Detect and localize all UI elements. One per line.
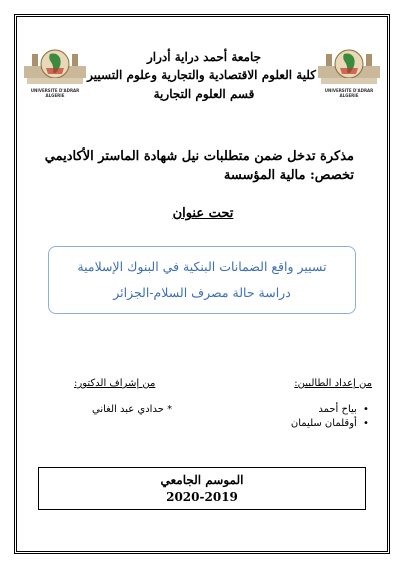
academic-year-box (38, 467, 366, 510)
university-logo-right (318, 44, 380, 100)
bullet-icon: • (363, 404, 369, 415)
department-name: قسم العلوم التجارية (153, 87, 255, 101)
thesis-title-box (48, 246, 356, 314)
students-label-text: من إعداد الطالبين: (294, 378, 372, 389)
logo-caption-right: UNIVERSITE D'ADRAR ALGERIE (324, 88, 374, 98)
academic-year-label: الموسم الجامعي (160, 473, 244, 487)
academic-year-value: 2020-2019 (166, 490, 238, 504)
student-item (318, 404, 372, 415)
bullet-icon: • (363, 418, 369, 429)
supervisor-name: حدادي عبد الغاني (92, 404, 164, 415)
thesis-title: تسيير واقع الضمانات البنكية في البنوك الإسلامية (77, 259, 327, 274)
under-title-heading (0, 206, 406, 221)
under-title-text: تحت عنوان (172, 206, 234, 221)
faculty-name: كلية العلوم الاقتصادية والتجارية وعلوم التسيير (87, 68, 316, 82)
supervisor-marker: * (167, 404, 173, 415)
supervisor-label (74, 378, 155, 389)
supervisor-item (92, 404, 172, 415)
thesis-subtitle: دراسة حالة مصرف السلام-الجزائر (113, 285, 291, 300)
student-name: أوقلمان سليمان (290, 418, 357, 429)
university-logo-left (24, 44, 86, 100)
supervisor-label-text: من إشراف الدكتور: (74, 378, 156, 389)
students-label (294, 378, 372, 389)
memo-statement: مذكرة تدخل ضمن متطلبات نيل شهادة الماستر الأكاديمي (44, 149, 354, 164)
logo-caption-left: UNIVERSITE D'ADRAR ALGERIE (30, 88, 80, 98)
specialty-line: تخصص: مالية المؤسسة (223, 168, 354, 183)
student-item (291, 418, 372, 429)
student-name: بياح أحمد (318, 404, 357, 415)
university-name: جامعة أحمد دراية أدرار (146, 50, 262, 64)
